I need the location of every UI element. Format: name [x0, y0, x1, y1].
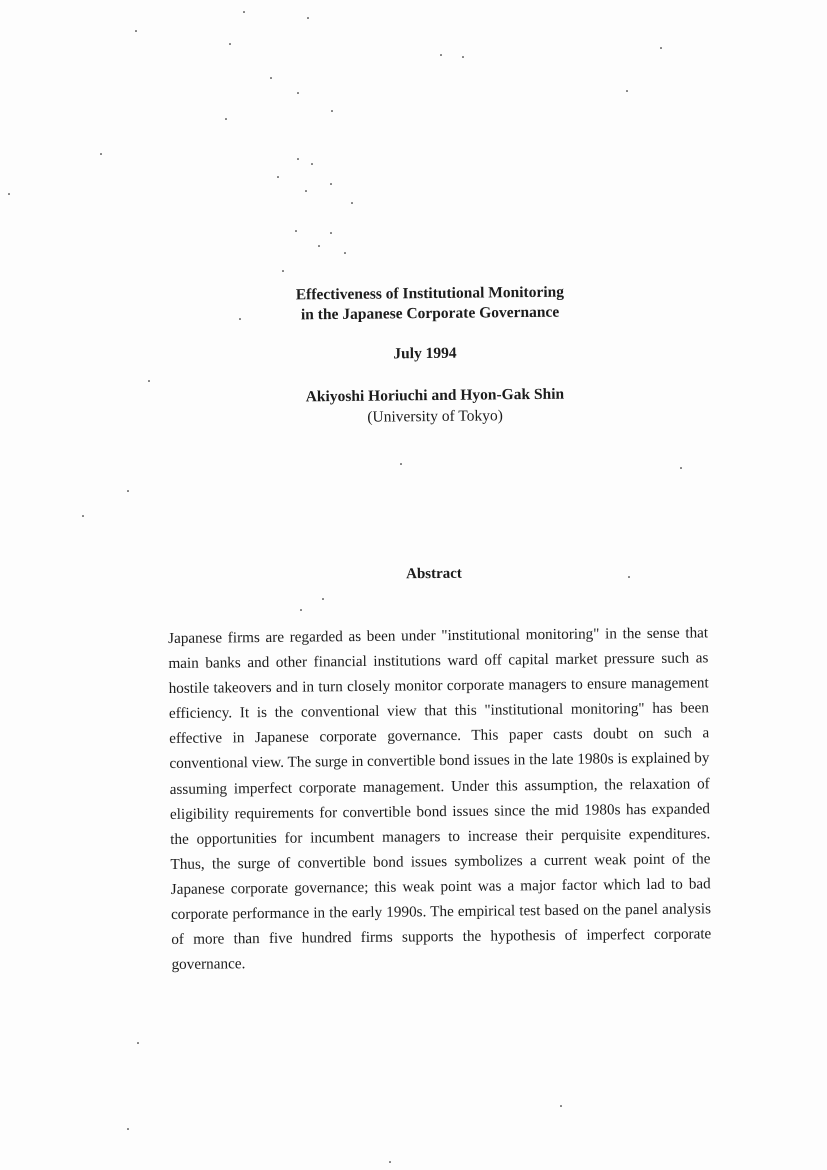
author-block: [250, 383, 620, 429]
author-names: Akiyoshi Horiuchi and Hyon-Gak Shin: [305, 385, 565, 406]
author-affiliation: (University of Tokyo): [367, 407, 503, 426]
publication-date: July 1994: [393, 344, 457, 363]
title-line-1: Effectiveness of Institutional Monitoring: [295, 283, 565, 304]
paper-title: [230, 282, 630, 326]
abstract-text: Japanese firms are regarded as been under "institutional monitoring" in the sense that main banks and other financial institutions ward off capital market pressure such as hostile takeovers and in turn closely monitor corporate managers to ensure management efficiency. It is the conventional view that this "institutional monitoring" has been effective in Japanese corporate governance. This paper casts doubt on such a conventional view. The surge in convertible bond issues in the late 1980s is explained by assuming imperfect corporate management. Under this assumption, the relaxation of eligibility requirements for convertible bond issues since the mid 1980s has expanded the opportunities for incumbent managers to increase their perquisite expenditures. Thus, the surge of convertible bond issues symbolizes a current weak point of the Japanese corporate governance; this weak point was a major factor which lad to bad corporate performance in the early 1990s. The empirical test based on the panel analysis of more than five hundred firms supports the hypothesis of imperfect corporate governance.: [168, 624, 712, 974]
title-line-2: in the Japanese Corporate Governance: [300, 303, 560, 324]
abstract-heading: Abstract: [405, 565, 462, 583]
